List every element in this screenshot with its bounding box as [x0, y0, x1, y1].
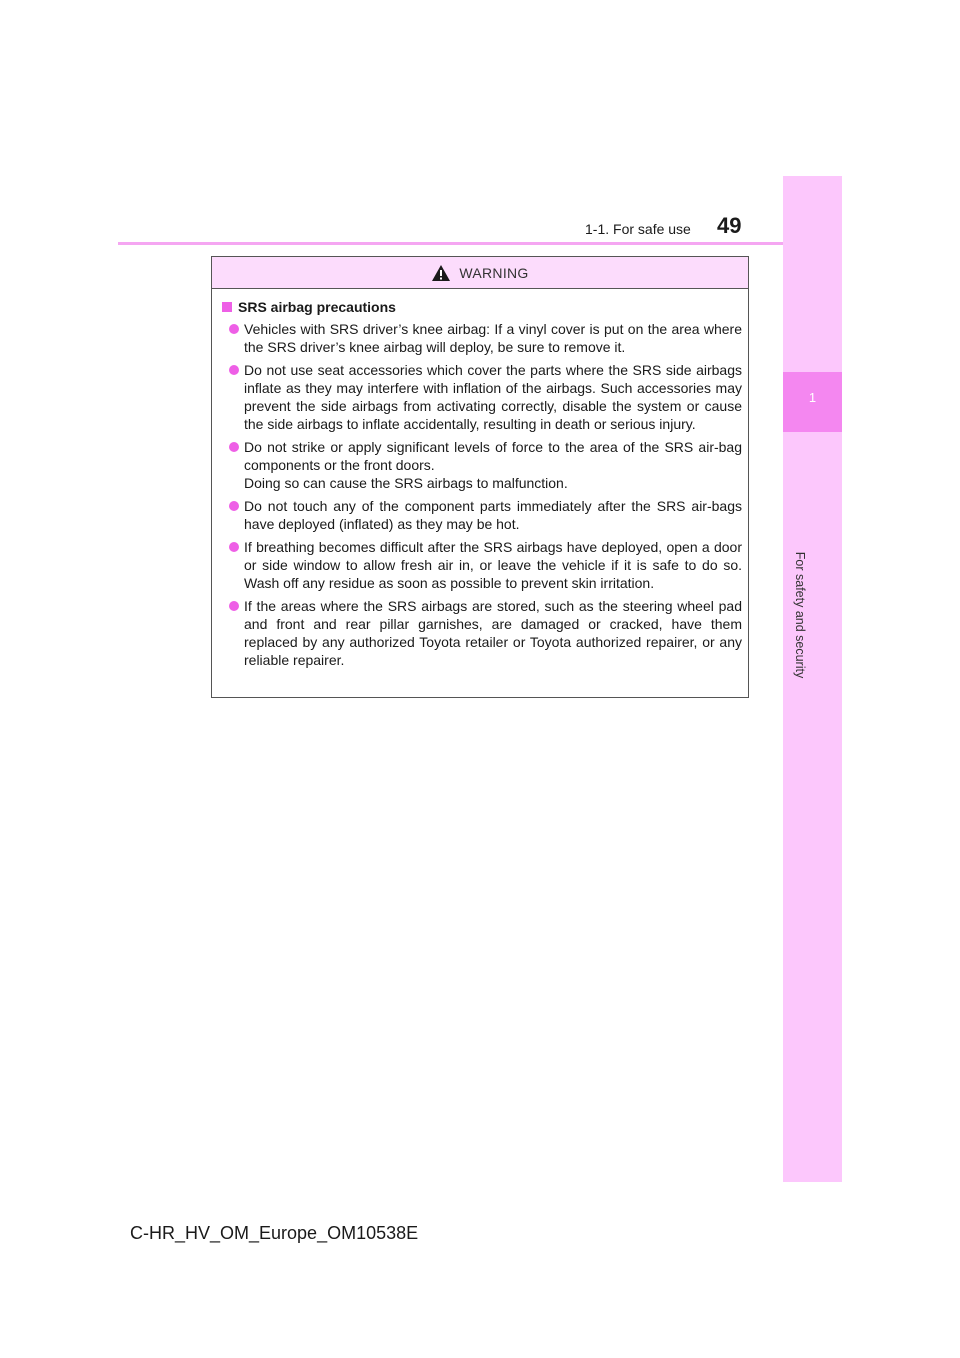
bullet-dot-icon — [229, 365, 239, 375]
page-number: 49 — [717, 213, 742, 238]
list-item — [222, 320, 742, 356]
warning-body — [212, 289, 748, 669]
warning-triangle-icon — [431, 264, 451, 282]
list-item-text: If the areas where the SRS airbags are stored, such as the steering wheel pad and front and rear pillar garnishes, are damaged or cracked, have them replaced by any authorized Toyota retailer or Toyota authorized repairer, or any reliable repairer. — [244, 598, 742, 668]
bullet-dot-icon — [229, 542, 239, 552]
list-item — [222, 538, 742, 592]
chapter-title — [785, 540, 815, 690]
bullet-dot-icon — [229, 501, 239, 511]
list-item — [222, 438, 742, 492]
list-item — [222, 497, 742, 533]
warning-list — [222, 320, 742, 669]
bullet-dot-icon — [229, 324, 239, 334]
square-bullet-icon — [222, 302, 232, 312]
list-item-text: Vehicles with SRS driver’s knee airbag: If a vinyl cover is put on the area where the SRS driver’s knee airbag will deploy, be sure to remove it. — [244, 321, 742, 355]
document-code: C-HR_HV_OM_Europe_OM10538E — [130, 1223, 419, 1243]
list-item-text: Do not use seat accessories which cover the parts where the SRS side airbags inflate as they may interfere with inflation of the airbags. Such accessories may prevent the side airbags from activating correctly, disable the system or cause the side airbags to inflate accidentally, resulting in death or serious injury. — [244, 362, 742, 432]
chapter-number: 1 — [808, 390, 817, 405]
warning-subheading — [222, 299, 742, 315]
list-item-text: Do not strike or apply significant levels of force to the area of the SRS air-bag components or the front doors. — [244, 439, 742, 473]
warning-label: WARNING — [459, 264, 529, 281]
section-title: 1-1. For safe use — [585, 221, 691, 237]
bullet-dot-icon — [229, 601, 239, 611]
list-item-extra-text: Doing so can cause the SRS airbags to malfunction. — [244, 475, 568, 491]
list-item-text: Do not touch any of the component parts immediately after the SRS air-bags have deployed (inflated) as they may be hot. — [244, 498, 742, 532]
warning-box — [211, 256, 749, 698]
bullet-dot-icon — [229, 442, 239, 452]
list-item — [222, 361, 742, 433]
subheading-text: SRS airbag precautions — [238, 299, 396, 315]
header-divider — [118, 242, 783, 245]
list-item — [222, 597, 742, 669]
chapter-title-text: For safety and security — [793, 551, 808, 679]
warning-header — [212, 257, 748, 289]
list-item-text: If breathing becomes difficult after the SRS airbags have deployed, open a door or side window to allow fresh air in, or leave the vehicle if it is safe to do so. Wash off any residue as soon as possible to prevent skin irritation. — [244, 539, 742, 591]
